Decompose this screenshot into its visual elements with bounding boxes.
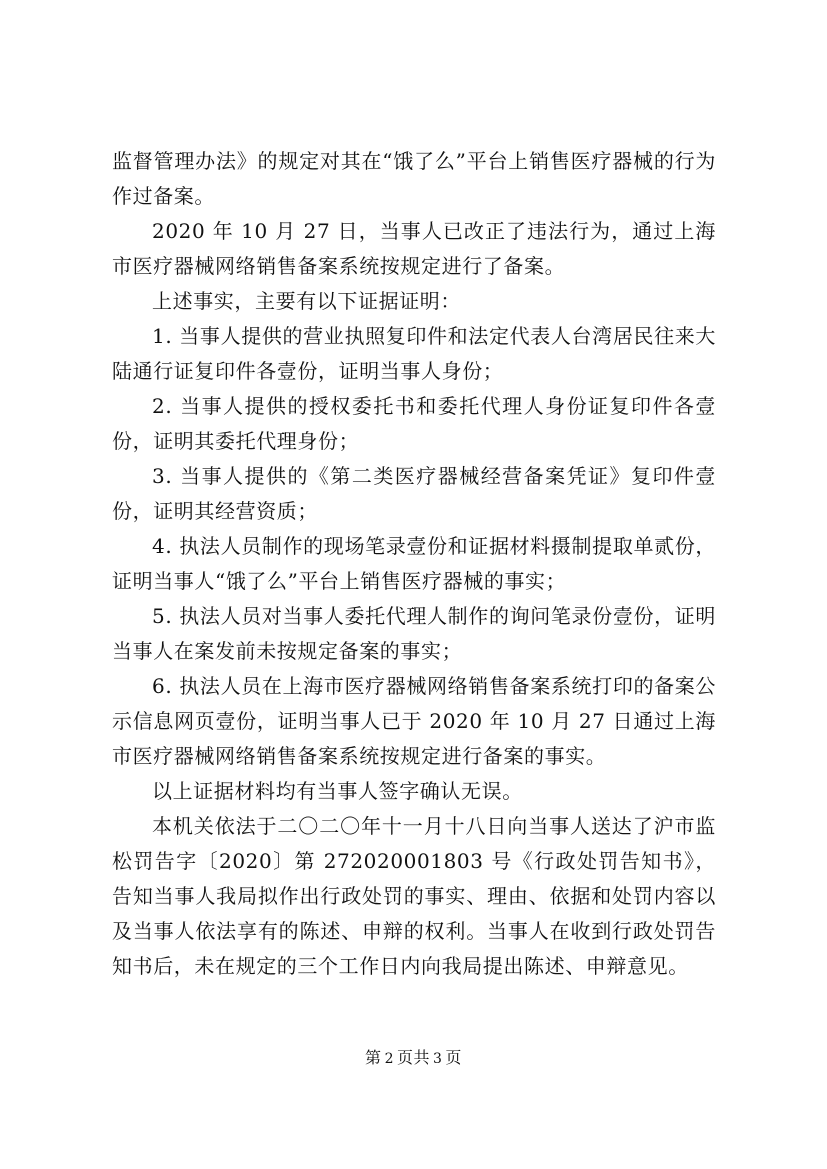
paragraph-rectification: 2020 年 10 月 27 日，当事人已改正了违法行为，通过上海市医疗器械网络销售备案系统按规定进行了备案。: [112, 219, 716, 278]
evidence-item-1: 1. 当事人提供的营业执照复印件和法定代表人台湾居民往来大陆通行证复印件各壹份，证明当事人身份；: [112, 324, 716, 383]
paragraph-notice-delivery: 本机关依法于二〇二〇年十一月十八日向当事人送达了沪市监松罚告字〔2020〕第 272020001803 号《行政处罚告知书》，告知当事人我局拟作出行政处罚的事实、理由、依据和处罚内容以及当事人依法享有的陈述、申辩的权利。当事人在收到行政处罚告知书后，未在规定的三个工作日内向我局提出陈述、申辩意见。: [112, 814, 716, 978]
footer-prefix: 第: [365, 1048, 382, 1067]
page-footer: [0, 1047, 827, 1070]
paragraph-continuation: 监督管理办法》的规定对其在“饿了么”平台上销售医疗器械的行为作过备案。: [112, 149, 716, 208]
footer-current-page: 2: [384, 1051, 394, 1067]
paragraph-evidence-confirmation: 以上证据材料均有当事人签字确认无误。: [152, 779, 523, 803]
footer-total-pages: 3: [433, 1051, 443, 1067]
evidence-item-2: 2. 当事人提供的授权委托书和委托代理人身份证复印件各壹份，证明其委托代理身份；: [112, 394, 716, 453]
evidence-item-5: 5. 执法人员对当事人委托代理人制作的询问笔录份壹份，证明当事人在案发前未按规定备案的事实；: [112, 604, 716, 663]
evidence-item-3: 3. 当事人提供的《第二类医疗器械经营备案凭证》复印件壹份，证明其经营资质；: [112, 464, 716, 523]
paragraph-evidence-intro: 上述事实，主要有以下证据证明：: [152, 289, 461, 313]
footer-middle: 页共: [396, 1048, 430, 1067]
evidence-item-6: 6. 执法人员在上海市医疗器械网络销售备案系统打印的备案公示信息网页壹份，证明当事人已于 2020 年 10 月 27 日通过上海市医疗器械网络销售备案系统按规定进行备案的事实。: [112, 674, 716, 768]
document-body: [112, 144, 716, 984]
evidence-item-4: 4. 执法人员制作的现场笔录壹份和证据材料摄制提取单贰份，证明当事人“饿了么”平台上销售医疗器械的事实；: [112, 534, 716, 593]
footer-suffix: 页: [445, 1048, 462, 1067]
